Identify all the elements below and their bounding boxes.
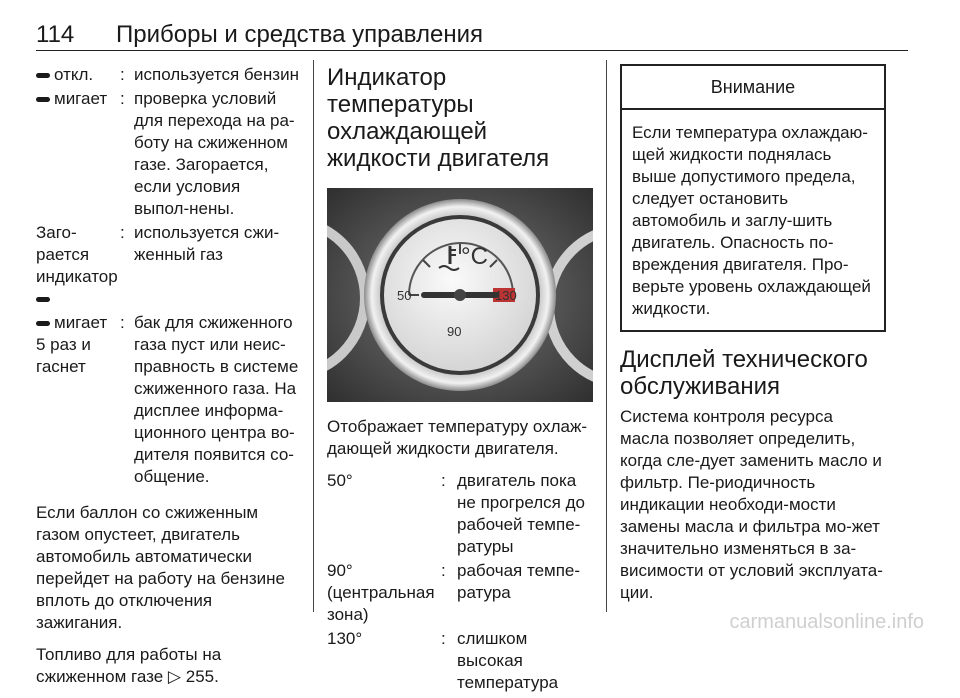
lpg-table-row: Заго-рается индикатор : используется сжи-женный газ — [36, 222, 300, 310]
row-value: рабочая темпе-ратура — [457, 561, 581, 602]
watermark: carmanualsonline.info — [729, 611, 924, 633]
coolant-section-heading: Индикатор температуры охлаждающей жидкости двигателя — [327, 64, 550, 172]
lpg-table-row: мигает 5 раз и гаснет : бак для сжиженного газа пуст или неис-правность в системе сжиженного газа. На дисплее информа-ционного центра во-дителя появится со-общение. — [36, 313, 299, 486]
page-header — [36, 21, 483, 49]
row-label: 50° — [327, 471, 353, 490]
page-number: 114 — [36, 21, 75, 48]
temperature-table-row: 130° : слишком высокая температура — [327, 628, 593, 694]
row-label: 130° — [327, 629, 363, 648]
lpg-indicator-icon — [36, 321, 50, 326]
lpg-empty-paragraph: Если баллон со сжиженным газом опустеет, двигатель автомобиль автоматически перейдет на работу на бензине вплоть до отключения зажигания. — [36, 503, 285, 632]
row-value: используется сжи-женный газ — [134, 223, 280, 264]
column-3 — [620, 64, 886, 614]
lpg-indicator-icon — [36, 73, 50, 78]
row-value: используется бензин — [134, 65, 299, 84]
notice-text: Если температура охлаждаю-щей жидкости поднялась выше допустимого предела, следует остановить автомобиль и заглу-шить двигатель. Опасность по-вреждения двигателя. Про-верьте уровень охлаждающей жидкости. — [632, 123, 871, 318]
lpg-fuel-paragraph: Топливо для работы на сжиженном газе ▷ 255. — [36, 645, 222, 686]
service-display-heading: Дисплей технического обслуживания — [620, 346, 868, 400]
column-2 — [327, 64, 593, 696]
lpg-table-row: мигает : проверка условий для перехода на ра-боту на сжиженном газе. Загорается, если условия выпол-нены. — [36, 88, 300, 220]
row-value: слишком высокая температура — [457, 629, 559, 692]
lpg-table-row: откл. : используется бензин — [36, 64, 300, 86]
column-1 — [36, 64, 300, 698]
page-reference-icon: ▷ — [167, 667, 181, 686]
row-label: Заго-рается индикатор — [36, 223, 118, 286]
gauge-tick-130: 130 — [495, 288, 517, 303]
gauge-tick-90: 90 — [447, 324, 462, 339]
row-label: 90° (центральная зона) — [327, 561, 435, 624]
gauge-tick-50: 50 — [397, 288, 412, 303]
coolant-gauge-photo — [327, 188, 593, 402]
lpg-indicator-icon — [36, 97, 50, 102]
page-reference-link[interactable]: 255. — [185, 667, 219, 686]
column-divider-2 — [606, 60, 607, 612]
notice-box — [620, 64, 886, 332]
row-label: мигает — [54, 89, 108, 108]
service-display-text: Система контроля ресурса масла позволяет определить, когда сле-дует заменить масло и фильтр. Пе-риодичность индикации необходи-мости замены масла и фильтра мо-жет значительно изменяться в за-висимости от условий эксплуата-ции. — [620, 407, 883, 602]
row-label: мигает 5 раз и гаснет — [36, 313, 108, 376]
row-value: двигатель пока не прогрелся до рабочей темпе-ратуры — [457, 471, 585, 556]
gauge-caption: Отображает температуру охлаж-дающей жидкости двигателя. — [327, 417, 588, 458]
column-divider-1 — [313, 60, 314, 612]
header-rule — [36, 50, 908, 51]
temperature-table-row: 50° : двигатель пока не прогрелся до рабочей темпе-ратуры — [327, 470, 593, 558]
page-title: Приборы и средства управления — [116, 21, 483, 48]
lpg-indicator-icon — [36, 297, 50, 302]
row-label: откл. — [54, 65, 94, 84]
row-value: бак для сжиженного газа пуст или неис-правность в системе сжиженного газа. На дисплее информа-ционного центра во-дителя появится со-общение. — [134, 313, 299, 486]
notice-title: Внимание — [622, 66, 884, 110]
gauge-unit: °C — [461, 243, 488, 270]
row-value: проверка условий для перехода на ра-боту на сжиженном газе. Загорается, если условия выпол-нены. — [134, 89, 295, 218]
temperature-table-row: 90° (центральная зона) : рабочая темпе-ратура — [327, 560, 593, 626]
